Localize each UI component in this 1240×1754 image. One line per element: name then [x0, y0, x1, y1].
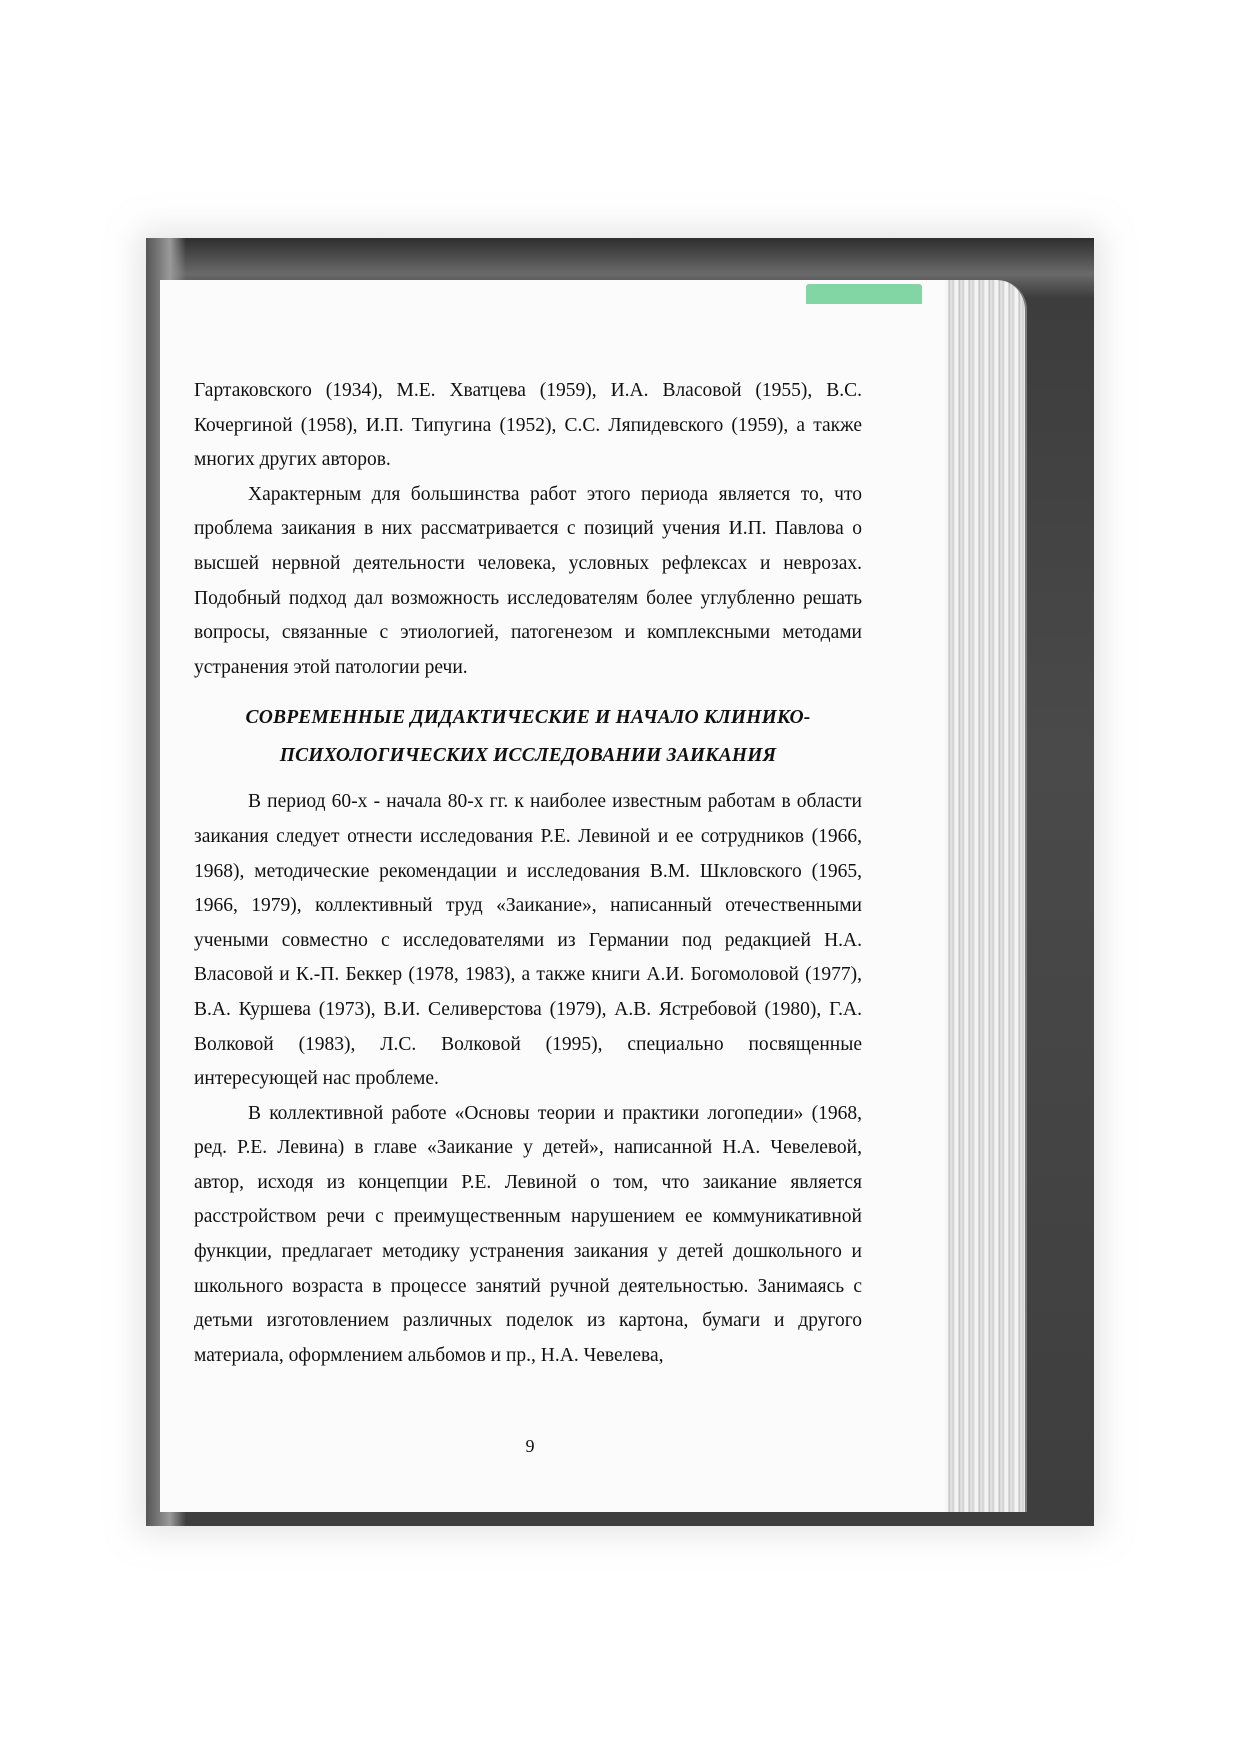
- paragraph: В коллективной работе «Основы теории и практики логопедии» (1968, ред. Р.Е. Левина) в главе «Заикание у детей», написанной Н.А. Чевелевой, автор, исходя из концепции Р.Е. Левиной о том, что заикание является расстройством речи с преимущественным нарушением ее коммуникативной функции, предлагает методику устранения заикания у детей дошкольного и школьного возраста в процессе занятий ручной деятельностью. Занимаясь с детьми изготовлением различных поделок из картона, бумаги и другого материала, оформлением альбомов и пр., Н.А. Чевелева,: [194, 1102, 862, 1366]
- paragraph: В период 60-х - начала 80-х гг. к наиболее известным работам в области заикания следует отнести исследования Р.Е. Левиной и ее сотрудников (1966, 1968), методические рекомендации и исследования В.М. Шкловского (1965, 1966, 1979), коллективный труд «Заикание», написанный отечественными учеными совместно с исследователями из Германии под редакцией Н.А. Власовой и К.-П. Беккер (1978, 1983), а также книги А.И. Богомоловой (1977), В.А. Куршева (1973), В.И. Селиверстова (1979), А.В. Ястребовой (1980), Г.А. Волковой (1983), Л.С. Волковой (1995), специально посвященные интересующей нас проблеме.: [194, 791, 862, 1090]
- bookmark-tab: [806, 284, 922, 304]
- paragraph-continued: Гартаковского (1934), М.Е. Хватцева (1959), И.А. Власовой (1955), В.С. Кочергиной (1958), И.П. Типугина (1952), С.С. Ляпидевского (1959), а также многих других авторов.: [194, 380, 862, 471]
- section-heading: [194, 699, 862, 775]
- section-heading-line: СОВРЕМЕННЫЕ ДИДАКТИЧЕСКИЕ И НАЧАЛО КЛИНИКО-: [245, 707, 811, 729]
- page-number: 9: [525, 1436, 535, 1456]
- page-text: [194, 374, 862, 1373]
- section-heading-line: ПСИХОЛОГИЧЕСКИХ ИССЛЕДОВАНИИ ЗАИКАНИЯ: [279, 745, 777, 767]
- book-page-edges: [945, 280, 1027, 1512]
- paragraph: Характерным для большинства работ этого периода является то, что проблема заикания в них рассматривается с позиций учения И.П. Павлова о высшей нервной деятельности человека, условных рефлексах и неврозах. Подобный подход дал возможность исследователям более углубленно решать вопросы, связанные с этиологией, патогенезом и комплексными методами устранения этой патологии речи.: [194, 483, 862, 678]
